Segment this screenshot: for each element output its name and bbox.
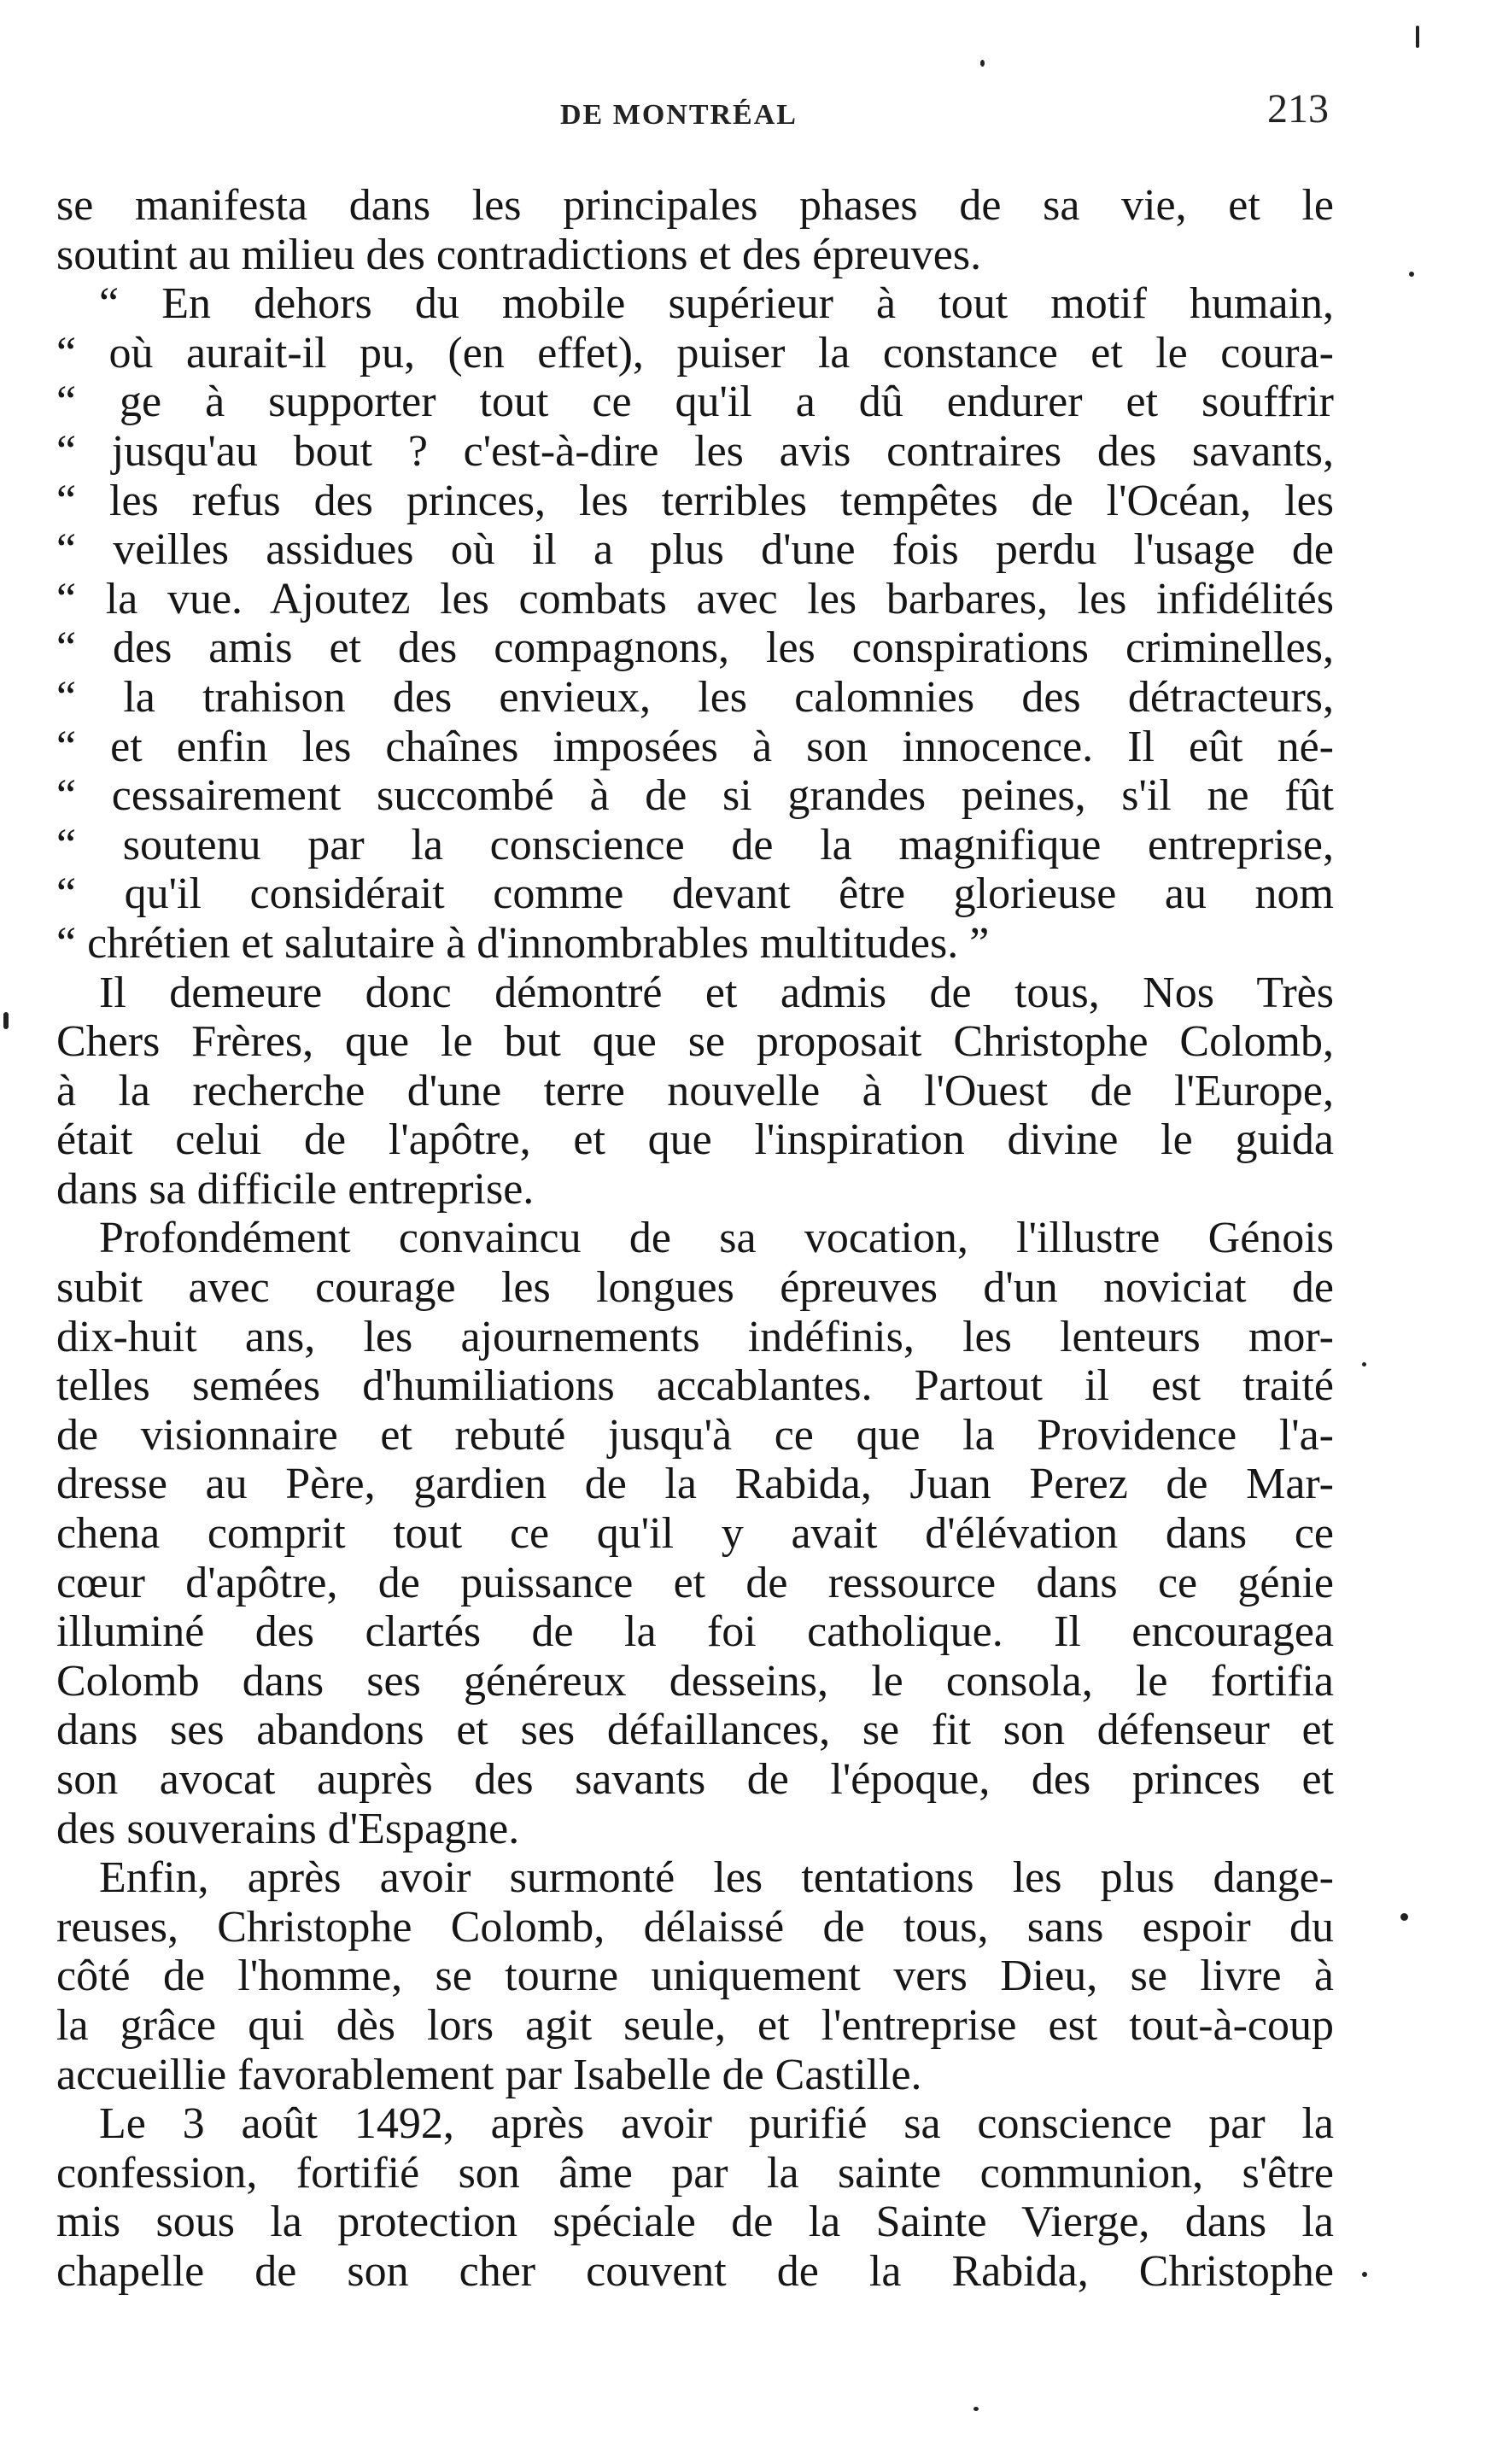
text-line: à la recherche d'une terre nouvelle à l'Ouest de l'Europe, — [56, 1066, 1334, 1115]
body-text — [56, 181, 1334, 2297]
text-line: dresse au Père, gardien de la Rabida, Juan Perez de Mar- — [56, 1460, 1334, 1509]
text-line: Chers Frères, que le but que se proposait Christophe Colomb, — [56, 1017, 1334, 1067]
text-line: la grâce qui dès lors agit seule, et l'entreprise est tout-à-coup — [56, 2000, 1334, 2050]
text-line: confession, fortifié son âme par la sainte communion, s'être — [56, 2148, 1334, 2198]
text-line: Il demeure donc démontré et admis de tous, Nos Très — [99, 968, 1334, 1017]
text-line: Le 3 août 1492, après avoir purifié sa conscience par la — [99, 2099, 1334, 2149]
running-head — [56, 85, 1329, 137]
text-line: “ veilles assidues où il a plus d'une fois perdu l'usage de — [56, 525, 1334, 575]
text-line: côté de l'homme, se tourne uniquement vers Dieu, se livre à — [56, 1952, 1334, 2001]
text-line: “ des amis et des compagnons, les conspirations criminelles, — [56, 623, 1334, 673]
text-line: dans ses abandons et ses défaillances, se fit son défenseur et — [56, 1706, 1334, 1755]
text-line: illuminé des clartés de la foi catholique. Il encouragea — [56, 1607, 1334, 1657]
page-number: 213 — [1267, 86, 1329, 132]
text-line: chapelle de son cher couvent de la Rabida, Christophe — [56, 2246, 1334, 2296]
text-line: reuses, Christophe Colomb, délaissé de tous, sans espoir du — [56, 1902, 1334, 1952]
text-line: “ la vue. Ajoutez les combats avec les barbares, les infidélités — [56, 574, 1334, 623]
text-line: des souverains d'Espagne. — [56, 1804, 520, 1853]
speck-mark — [973, 2407, 979, 2411]
text-line: “ soutenu par la conscience de la magnifique entreprise, — [56, 820, 1334, 869]
text-line: “ jusqu'au bout ? c'est-à-dire les avis contraires des savants, — [56, 426, 1334, 476]
text-line: “ En dehors du mobile supérieur à tout motif humain, — [99, 279, 1334, 329]
text-line: son avocat auprès des savants de l'époque, des princes et — [56, 1755, 1334, 1804]
text-line: Colomb dans ses généreux desseins, le consola, le fortifia — [56, 1656, 1334, 1706]
text-line: “ qu'il considérait comme devant être glorieuse au nom — [56, 869, 1334, 919]
speck-mark — [980, 60, 985, 67]
text-line: “ ge à supporter tout ce qu'il a dû endurer et souffrir — [56, 378, 1334, 427]
speck-mark — [1416, 26, 1419, 48]
text-line: dans sa difficile entreprise. — [56, 1164, 535, 1214]
text-line: telles semées d'humiliations accablantes. Partout il est traité — [56, 1361, 1334, 1411]
text-line: se manifesta dans les principales phases de sa vie, et le — [56, 181, 1334, 230]
text-line: soutint au milieu des contradictions et des épreuves. — [56, 230, 982, 279]
text-line: accueillie favorablement par Isabelle de Castille. — [56, 2050, 922, 2099]
speck-mark — [3, 1012, 9, 1029]
running-title: DE MONTRÉAL — [560, 99, 798, 131]
text-line: “ chrétien et salutaire à d'innombrables multitudes. ” — [56, 918, 990, 968]
text-line: “ et enfin les chaînes imposées à son innocence. Il eût né- — [56, 722, 1334, 771]
text-line: Profondément convaincu de sa vocation, l'illustre Génois — [99, 1214, 1334, 1263]
text-line: cœur d'apôtre, de puissance et de ressource dans ce génie — [56, 1558, 1334, 1607]
text-line: était celui de l'apôtre, et que l'inspiration divine le guida — [56, 1115, 1334, 1165]
speck-mark — [1362, 1362, 1366, 1367]
text-line: mis sous la protection spéciale de la Sainte Vierge, dans la — [56, 2198, 1334, 2247]
speck-mark — [1400, 1913, 1408, 1921]
text-line: subit avec courage les longues épreuves d'un noviciat de — [56, 1263, 1334, 1313]
speck-mark — [1409, 272, 1414, 277]
text-line: “ les refus des princes, les terribles tempêtes de l'Océan, les — [56, 476, 1334, 525]
text-line: Enfin, après avoir surmonté les tentations les plus dange- — [99, 1853, 1334, 1903]
text-line: chena comprit tout ce qu'il y avait d'élévation dans ce — [56, 1509, 1334, 1559]
text-line: de visionnaire et rebuté jusqu'à ce que la Providence l'a- — [56, 1410, 1334, 1460]
text-line: “ la trahison des envieux, les calomnies des détracteurs, — [56, 672, 1334, 722]
speck-mark — [1362, 2272, 1367, 2277]
text-line: dix-huit ans, les ajournements indéfinis, les lenteurs mor- — [56, 1312, 1334, 1361]
text-line: “ cessairement succombé à de si grandes peines, s'il ne fût — [56, 771, 1334, 821]
text-line: “ où aurait-il pu, (en effet), puiser la constance et le coura- — [56, 328, 1334, 378]
